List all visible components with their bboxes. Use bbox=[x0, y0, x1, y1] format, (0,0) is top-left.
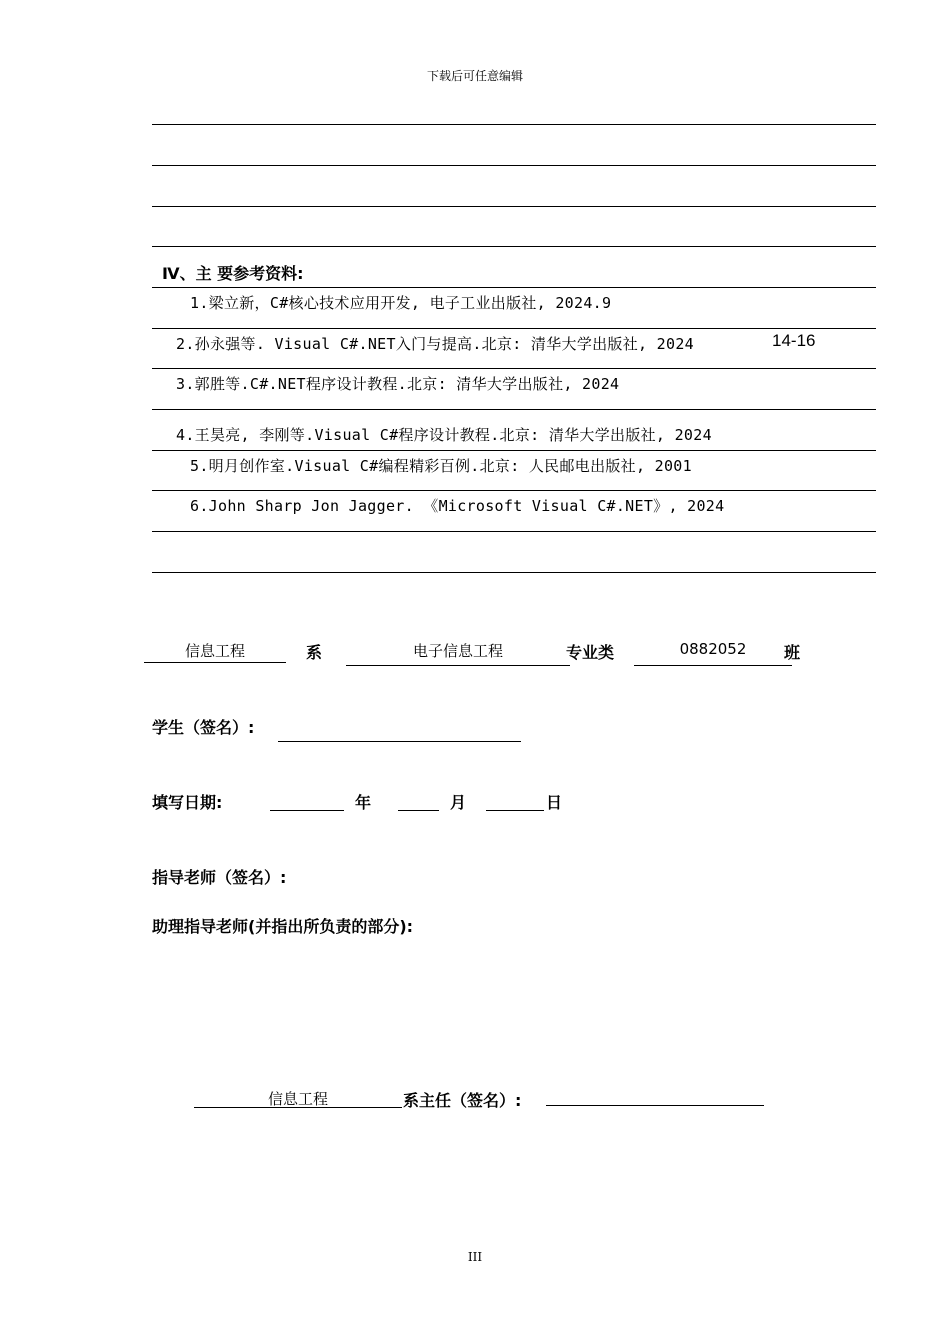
rule-line bbox=[152, 531, 876, 532]
rule-line bbox=[152, 287, 876, 288]
reference-item: 6.John Sharp Jon Jagger. 《Microsoft Visual C#.NET》, 2024 bbox=[190, 497, 725, 515]
rule-line bbox=[152, 572, 876, 573]
dept-head-dept-underline bbox=[194, 1107, 402, 1108]
date-label: 填写日期: bbox=[152, 793, 223, 812]
rule-line bbox=[152, 409, 876, 410]
reference-item: 1.梁立新，C#核心技术应用开发, 电子工业出版社, 2024.9 bbox=[190, 294, 612, 312]
major-value: 电子信息工程 bbox=[412, 642, 503, 660]
student-sign-underline bbox=[278, 741, 521, 742]
dept-head-label: 系主任（签名）: bbox=[403, 1091, 522, 1110]
major-underline bbox=[346, 665, 570, 666]
section-title: Ⅳ、主 要参考资料: bbox=[162, 264, 304, 283]
rule-line bbox=[152, 368, 876, 369]
reference-item: 5.明月创作室.Visual C#编程精彩百例.北京: 人民邮电出版社, 2001 bbox=[190, 457, 692, 475]
year-label: 年 bbox=[355, 793, 372, 812]
day-underline bbox=[486, 810, 544, 811]
advisor-sign-label: 指导老师（签名）: bbox=[152, 868, 287, 887]
dept-label: 系 bbox=[306, 643, 323, 662]
class-label: 班 bbox=[784, 643, 801, 662]
reference-item: 2.孙永强等. Visual C#.NET入门与提高.北京: 清华大学出版社, 2024 bbox=[176, 335, 695, 353]
student-sign-label: 学生（签名）: bbox=[152, 718, 255, 737]
day-label: 日 bbox=[546, 793, 563, 812]
dept-head-sign-underline bbox=[546, 1105, 764, 1106]
dept-underline bbox=[144, 662, 286, 663]
rule-line bbox=[152, 450, 876, 451]
rule-line bbox=[152, 165, 876, 166]
reference-item: 4.王昊亮, 李刚等.Visual C#程序设计教程.北京: 清华大学出版社, 2024 bbox=[176, 426, 712, 444]
rule-line bbox=[152, 124, 876, 125]
rule-line bbox=[152, 206, 876, 207]
header-note: 下载后可任意编辑 bbox=[426, 69, 523, 83]
rule-line bbox=[152, 490, 876, 491]
major-label: 专业类 bbox=[566, 643, 615, 662]
month-underline bbox=[398, 810, 439, 811]
class-value: 0882052 bbox=[679, 640, 747, 658]
month-label: 月 bbox=[450, 793, 467, 812]
rule-line bbox=[152, 328, 876, 329]
page-number: III bbox=[467, 1250, 483, 1264]
rule-line bbox=[152, 246, 876, 247]
stray-text: 14-16 bbox=[772, 331, 816, 350]
year-underline bbox=[270, 810, 344, 811]
reference-item: 3.郭胜等.C#.NET程序设计教程.北京: 清华大学出版社, 2024 bbox=[176, 375, 620, 393]
dept-value: 信息工程 bbox=[184, 642, 245, 660]
dept-head-value: 信息工程 bbox=[267, 1090, 328, 1108]
class-underline bbox=[634, 665, 792, 666]
assistant-label: 助理指导老师(并指出所负责的部分): bbox=[152, 917, 414, 936]
